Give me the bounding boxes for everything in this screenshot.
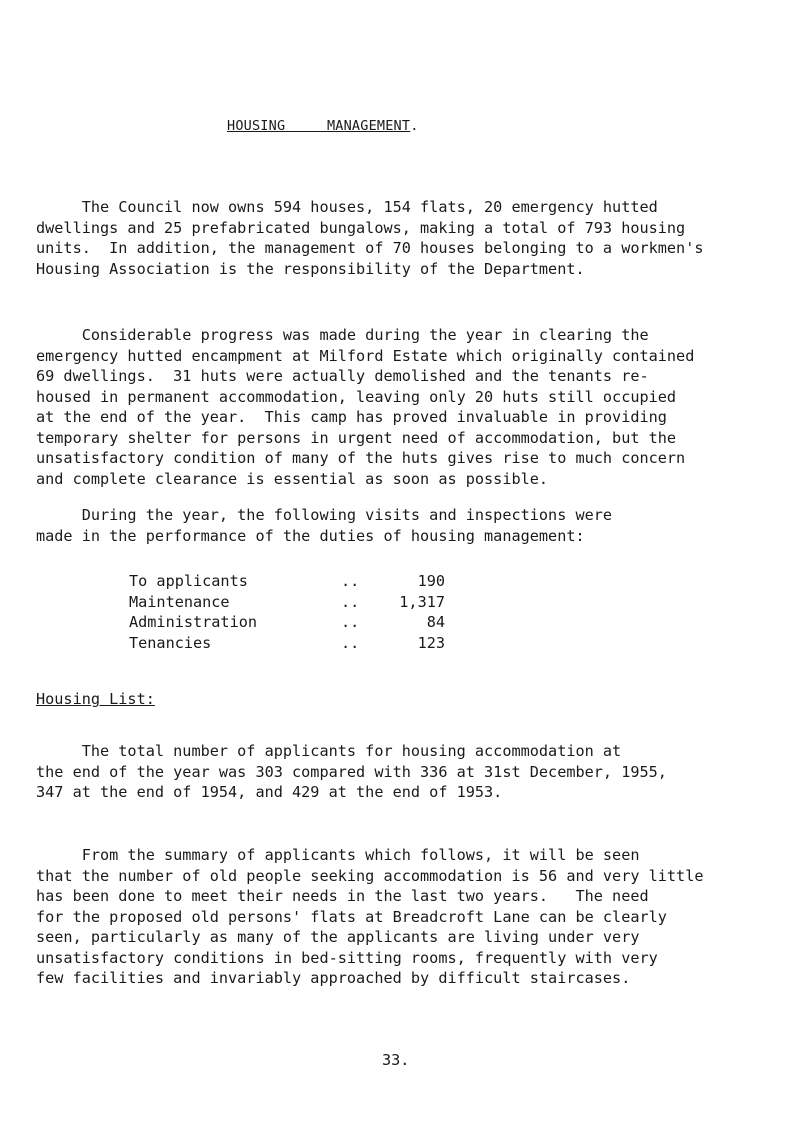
visits-row [129, 571, 445, 592]
visits-row [129, 612, 445, 633]
visits-value: 123 [417, 633, 445, 652]
visits-label: Administration [129, 613, 258, 631]
visits-value: 1,317 [399, 592, 445, 611]
page-title [227, 118, 419, 134]
paragraph-old-persons: From the summary of applicants which follows, it will be seen that the number of old people seeking accommodation is 56 and very little has been done to meet their needs in the last two years. The need for the proposed old persons' flats at Breadcroft Lane can be clearly seen, particularly as many of the applicants are living under very unsatisfactory conditions in bed-sitting rooms, frequently with very few facilities and invariably approached by difficult staircases. [36, 846, 704, 987]
visits-row [129, 592, 445, 613]
visits-leader: .. [341, 592, 360, 611]
title-spacer [285, 118, 327, 134]
visits-leader: .. [341, 613, 360, 631]
paragraph-visits-intro: During the year, the following visits and inspections were made in the performance of the duties of housing management: [36, 506, 613, 545]
paragraph-milford-estate: Considerable progress was made during the year in clearing the emergency hutted encampment at Milford Estate which originally contained 69 dwellings. 31 huts were actually demolished and the tenants re- housed in permanent accommodation, leaving only 20 huts still occupied at the end of the year. This camp has proved invaluable in providing temporary shelter for persons in urgent need of accommodation, but the unsatisfactory condition of many of the huts gives rise to much concern and complete clearance is essential as soon as possible. [36, 326, 695, 488]
title-period: . [410, 118, 419, 134]
visits-table [129, 571, 445, 653]
page-number: 33. [382, 1051, 410, 1069]
visits-value: 190 [417, 572, 445, 590]
visits-label: Tenancies [129, 633, 212, 652]
visits-value: 84 [426, 613, 445, 631]
housing-list-heading: Housing List: [36, 690, 155, 708]
visits-leader: .. [341, 633, 360, 652]
visits-row [129, 633, 445, 654]
visits-label: Maintenance [129, 592, 230, 611]
visits-label: To applicants [129, 572, 248, 590]
paragraph-council-stock: The Council now owns 594 houses, 154 flats, 20 emergency hutted dwellings and 25 prefabricated bungalows, making a total of 793 housing units. In addition, the management of 70 houses belonging to a workmen's Housing Association is the responsibility of the Department. [36, 198, 704, 278]
visits-leader: .. [341, 572, 360, 590]
paragraph-applicant-totals: The total number of applicants for housing accommodation at the end of the year was 303 compared with 336 at 31st December, 1955, 347 at the end of 1954, and 429 at the end of 1953. [36, 742, 667, 801]
title-word-management: MANAGEMENT [326, 118, 411, 134]
title-word-housing: HOUSING [227, 118, 286, 134]
